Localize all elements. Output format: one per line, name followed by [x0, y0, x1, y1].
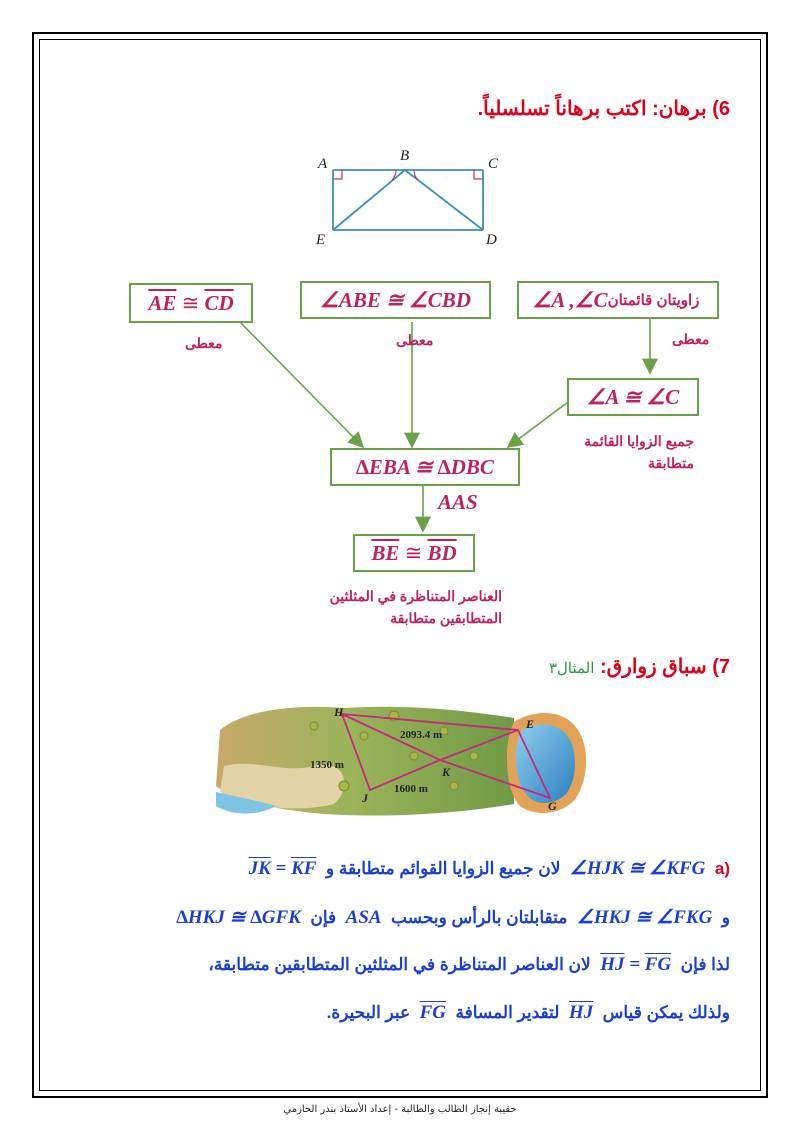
map-label-K: K	[442, 765, 451, 779]
box-triangles-congruent: ∆EBA ≅ ∆DBC	[330, 448, 520, 486]
note-cpctc: العناصر المتناظرة في المثلثين المتطابقين متطابقة	[329, 588, 502, 626]
label-D: D	[486, 232, 497, 246]
section7-title: 7) سباق زوارق: المثال٣	[548, 656, 730, 678]
answer-line-4: ولذلك يمكن قياس $\overline{HJ}$ لتقدير المسافة $\overline{FG}$ عبر البحيرة.	[326, 1002, 730, 1023]
map-label-J: J	[362, 791, 368, 805]
box-angle-a-cong-c: ∠A ≅ ∠C	[567, 378, 699, 416]
page-footer: حقيبة إنجاز الطالب والطالبة - إعداد الأستاذ بندر الحازمي	[283, 1104, 517, 1115]
given-label-3: معطى	[672, 331, 710, 347]
box-be-cong-bd: $\overline{BE}$ ≅ $\overline{BD}$	[353, 534, 475, 572]
map-distance-1: 2093.4 m	[400, 729, 443, 741]
answer-line-2: و ∠HKJ ≅ ∠FKG متقابلتان بالرأس وبحسب ASA فإن ∆HKJ ≅ ∆GFK	[176, 907, 730, 928]
box-right-angles: زاويتان قائمتان ∠A ,∠C	[517, 281, 719, 319]
example-reference: المثال٣	[548, 660, 595, 677]
box-angle-abe-cbd: ∠ABE ≅ ∠CBD	[300, 281, 491, 319]
label-B: B	[400, 148, 410, 164]
lake-map-illustration	[214, 696, 594, 828]
map-label-G: G	[548, 799, 557, 813]
label-A: A	[318, 156, 328, 172]
map-label-H: H	[334, 705, 344, 719]
map-label-E: E	[526, 717, 535, 731]
given-label-2: معطى	[396, 332, 434, 348]
box-ae-cong-cd: $\overline{AE}$ ≅ $\overline{CD}$	[129, 283, 253, 323]
label-C: C	[488, 156, 499, 172]
map-distance-2: 1350 m	[310, 759, 344, 771]
note-right-angles-congruent: جميع الزوايا القائمة متطابقة	[584, 433, 694, 471]
label-E: E	[316, 232, 326, 246]
answer-line-3: لذا فإن $\overline{HJ} = \overline{FG}$ لان العناصر المتناظرة في المثلثين المتطابقين متطابقة،	[208, 954, 730, 975]
given-label-1: معطى	[185, 335, 223, 351]
section6-title: 6) برهان: اكتب برهاناً تسلسلياً.	[477, 98, 730, 120]
aas-label: AAS	[438, 490, 478, 514]
map-distance-3: 1600 m	[394, 783, 428, 795]
answer-line-1: (a ∠HJK ≅ ∠KFG لان جميع الزوايا القوائم متطابقة و $\overline{JK} = \overline{KF}$	[248, 858, 730, 879]
